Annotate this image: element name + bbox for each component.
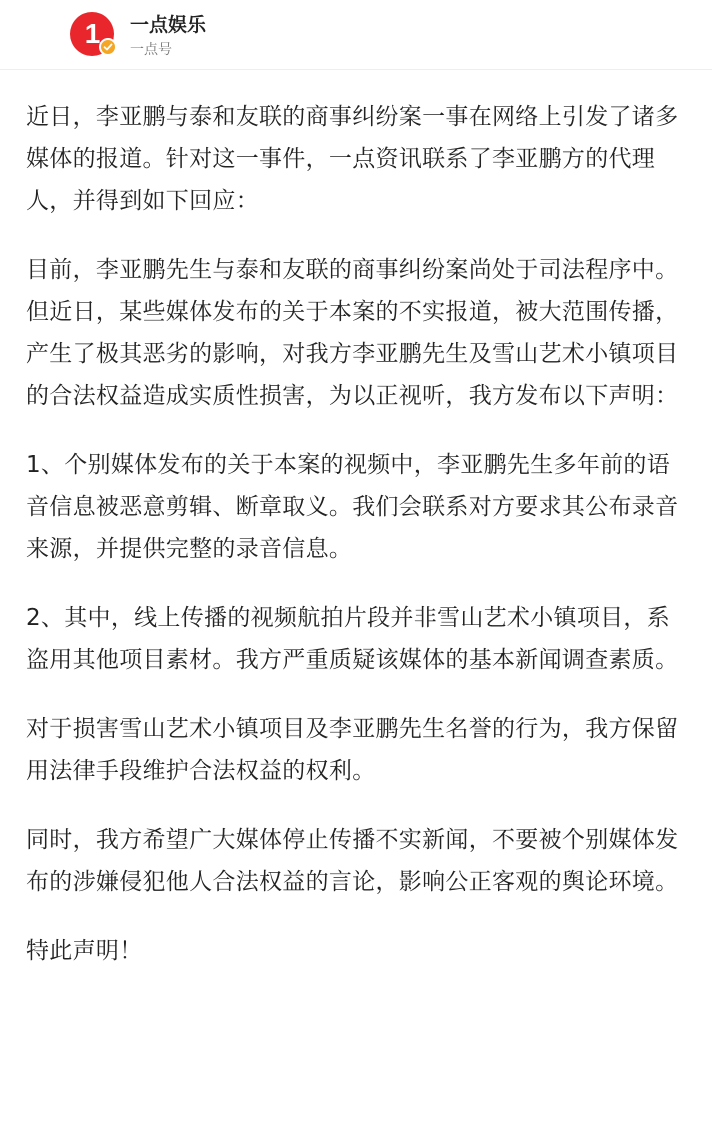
account-name[interactable]: 一点娱乐	[130, 14, 207, 36]
article-body	[26, 96, 690, 999]
article-paragraph: 目前，李亚鹏先生与泰和友联的商事纠纷案尚处于司法程序中。但近日，某些媒体发布的关于本案的不实报道，被大范围传播，产生了极其恶劣的影响，对我方李亚鹏先生及雪山艺术小镇项目的合法权益造成实质性损害，为以正视听，我方发布以下声明：	[26, 257, 679, 409]
article-paragraph: 对于损害雪山艺术小镇项目及李亚鹏先生名誉的行为，我方保留用法律手段维护合法权益的权利。	[26, 716, 679, 784]
account-type-label: 一点号	[130, 42, 172, 58]
avatar-logo-text: 1	[84, 18, 100, 49]
article-paragraph: 1、个别媒体发布的关于本案的视频中，李亚鹏先生多年前的语音信息被恶意剪辑、断章取义。我们会联系对方要求其公布录音来源，并提供完整的录音信息。	[26, 452, 679, 562]
article-paragraph: 2、其中，线上传播的视频航拍片段并非雪山艺术小镇项目，系盗用其他项目素材。我方严重质疑该媒体的基本新闻调查素质。	[26, 605, 679, 673]
verified-check-icon	[99, 38, 117, 56]
account-header	[0, 0, 712, 70]
article-paragraph: 近日，李亚鹏与泰和友联的商事纠纷案一事在网络上引发了诸多媒体的报道。针对这一事件，一点资讯联系了李亚鹏方的代理人，并得到如下回应：	[26, 104, 679, 214]
article-paragraph: 同时，我方希望广大媒体停止传播不实新闻，不要被个别媒体发布的涉嫌侵犯他人合法权益的言论，影响公正客观的舆论环境。	[26, 827, 679, 895]
article-paragraph: 特此声明！	[26, 938, 143, 964]
